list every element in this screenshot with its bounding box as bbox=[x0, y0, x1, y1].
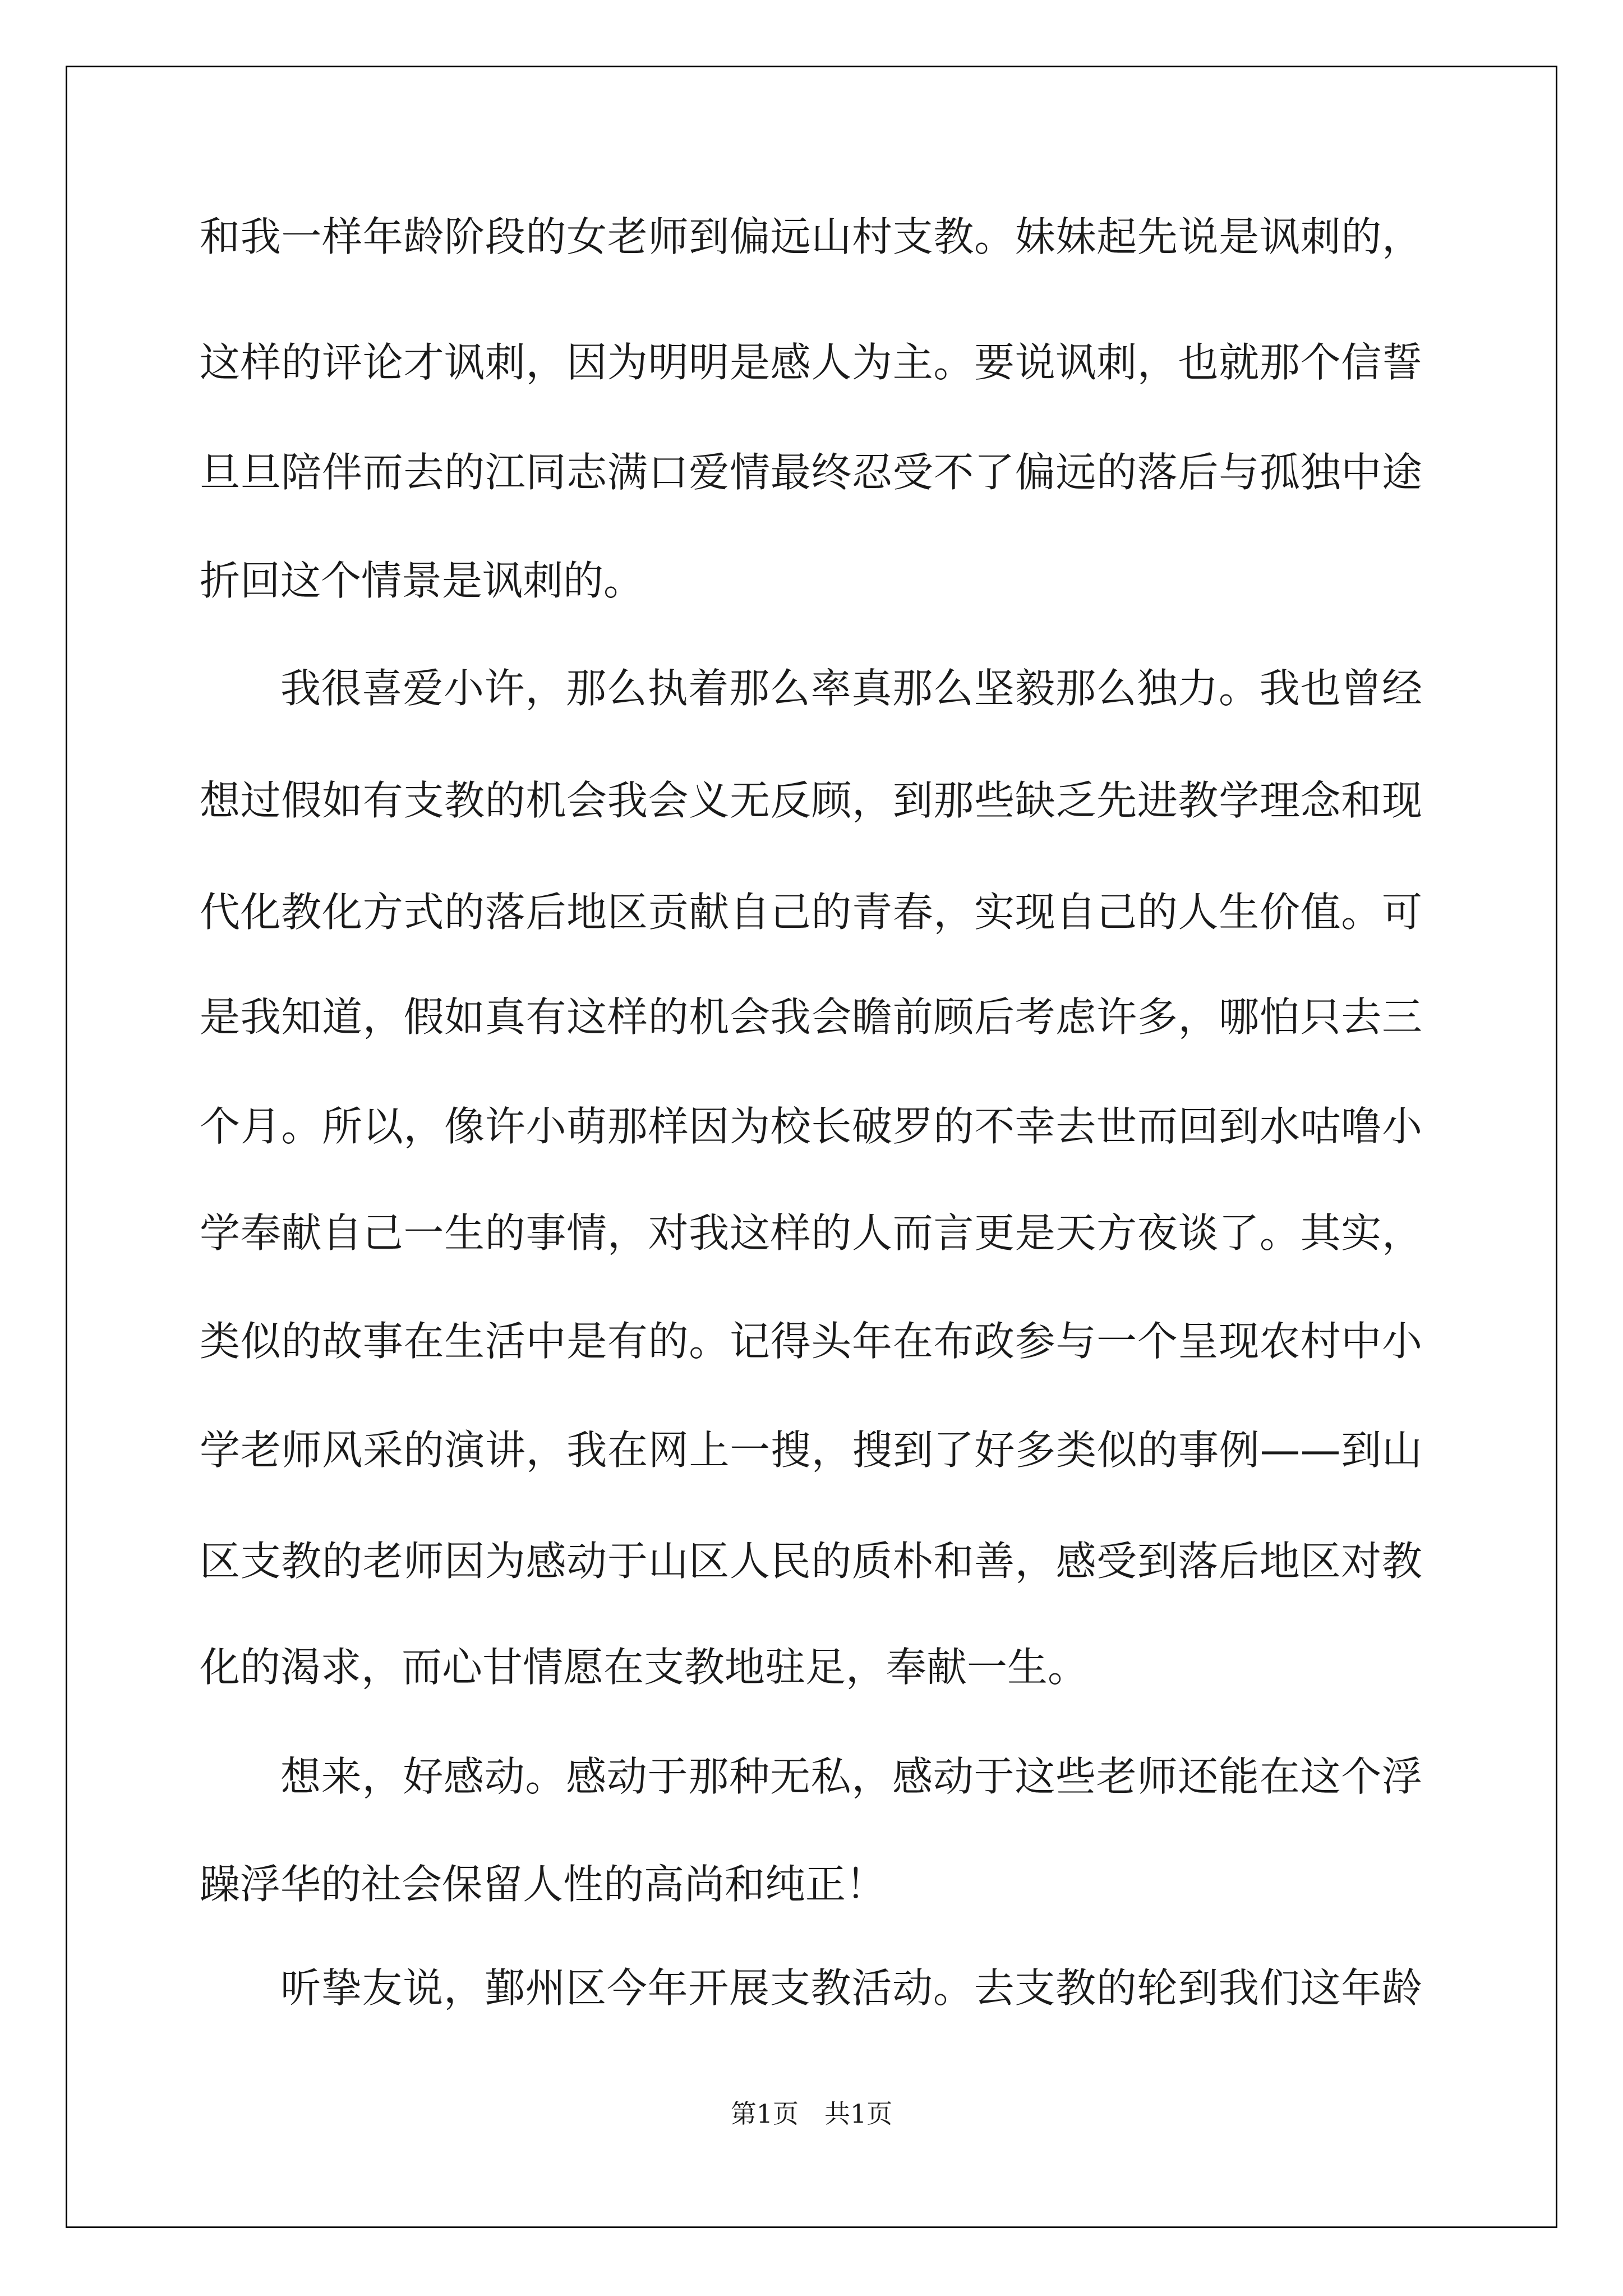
text-line: 学奉献自己一生的事情，对我这样的人而言更是天方夜谈了。其实， bbox=[200, 1209, 1422, 1257]
text-line: 代化教化方式的落后地区贡献自己的青春，实现自己的人生价值。可 bbox=[200, 889, 1422, 936]
text-line: 躁浮华的社会保留人性的高尚和纯正！ bbox=[200, 1861, 887, 1908]
text-line: 类似的故事在生活中是有的。记得头年在布政参与一个呈现农村中小 bbox=[200, 1318, 1422, 1365]
text-line: 旦旦陪伴而去的江同志满口爱情最终忍受不了偏远的落后与孤独中途 bbox=[200, 449, 1422, 496]
text-line: 区支教的老师因为感动于山区人民的质朴和善，感受到落后地区对教 bbox=[200, 1538, 1422, 1585]
text-line: 想过假如有支教的机会我会义无反顾，到那些缺乏先进教学理念和现 bbox=[200, 777, 1422, 824]
page-footer: 第1页 共1页 bbox=[730, 2099, 893, 2129]
text-line: 是我知道，假如真有这样的机会我会瞻前顾后考虑许多，哪怕只去三 bbox=[200, 993, 1422, 1041]
paragraph-first-line: 听挚友说，鄞州区今年开展支教活动。去支教的轮到我们这年龄 bbox=[280, 1964, 1422, 2012]
paragraph-first-line: 我很喜爱小许，那么执着那么率真那么坚毅那么独力。我也曾经 bbox=[280, 665, 1422, 712]
text-line: 和我一样年龄阶段的女老师到偏远山村支教。妹妹起先说是讽刺的， bbox=[200, 213, 1422, 260]
text-line: 这样的评论才讽刺，因为明明是感人为主。要说讽刺，也就那个信誓 bbox=[200, 339, 1422, 386]
text-line: 化的渴求，而心甘情愿在支教地驻足，奉献一生。 bbox=[200, 1644, 1089, 1691]
text-line: 个月。所以，像许小萌那样因为校长破罗的不幸去世而回到水咕噜小 bbox=[200, 1103, 1422, 1150]
text-line: 学老师风采的演讲，我在网上一搜，搜到了好多类似的事例——到山 bbox=[200, 1427, 1422, 1474]
paragraph-first-line: 想来，好感动。感动于那种无私，感动于这些老师还能在这个浮 bbox=[280, 1753, 1422, 1800]
text-line: 折回这个情景是讽刺的。 bbox=[200, 557, 644, 604]
